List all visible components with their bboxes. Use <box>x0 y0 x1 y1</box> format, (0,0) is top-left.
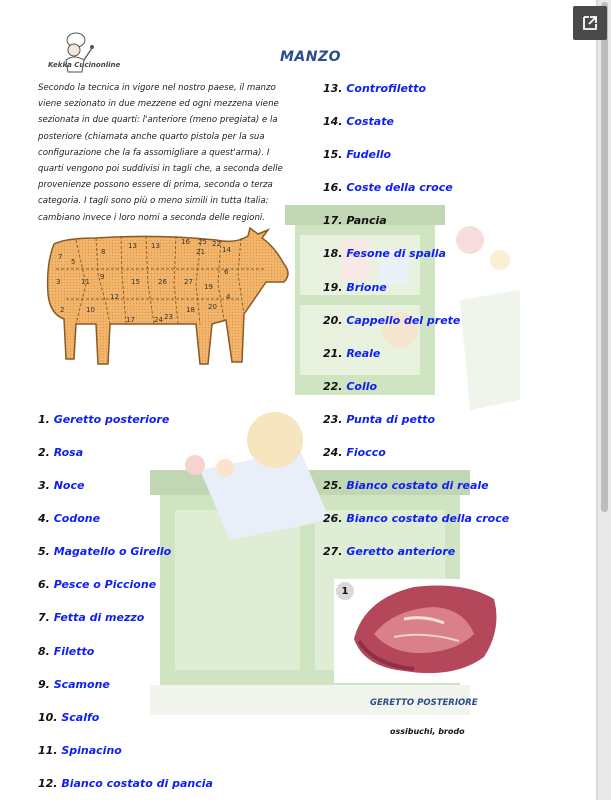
region-label: 24 <box>154 316 163 324</box>
cut-item[interactable]: 19. Brione <box>323 281 387 294</box>
region-label: 18 <box>186 306 195 314</box>
cut-item[interactable]: 9. Scamone <box>38 678 110 691</box>
cut-item[interactable]: 15. Fudello <box>323 148 392 161</box>
region-label: 25 <box>198 238 207 246</box>
cut-item[interactable]: 3. Noce <box>38 479 85 492</box>
region-label: 23 <box>164 313 173 321</box>
region-label: 17 <box>126 316 135 324</box>
region-label: 4 <box>226 293 231 301</box>
cut-item[interactable]: 26. Bianco costato della croce <box>323 512 510 525</box>
open-in-new-icon <box>581 14 599 32</box>
photo-usage-note: ossibuchi, brodo <box>390 727 465 736</box>
cut-item[interactable]: 25. Bianco costato di reale <box>323 479 489 492</box>
region-label: 14 <box>222 246 231 254</box>
cut-item[interactable]: 16. Coste della croce <box>323 181 453 194</box>
cut-item[interactable]: 5. Magatello o Girello <box>38 545 172 558</box>
cut-item[interactable]: 14. Costate <box>323 115 394 128</box>
intro-paragraph: Secondo la tecnica in vigore nel nostro paese, il manzo viene sezionato in due mezzene ed ogni mezzena viene sezionata in due quarti: l'anteriore (meno pregiata) e la posteriore (chiamata anche quarto pistola per la sua configurazione che la fa assomigliare a quest'arma). I quarti vengono poi suddivisi in tagli che, a seconda delle provenienze possono essere di prima, seconda o terza categoria. I tagli sono più o meno simili in tutta Italia: cambiano invece i loro nomi a seconda delle regioni. <box>38 83 283 223</box>
region-label: 9 <box>100 273 105 281</box>
region-label: 11 <box>81 278 90 286</box>
geretto-posteriore-photo <box>334 579 504 683</box>
cut-item[interactable]: 6. Pesce o Piccione <box>38 578 157 591</box>
cut-item[interactable]: 23. Punta di petto <box>323 413 436 426</box>
region-label: 12 <box>110 293 119 301</box>
cut-item[interactable]: 4. Codone <box>38 512 101 525</box>
region-label: 8 <box>101 248 106 256</box>
region-label: 16 <box>181 238 190 246</box>
region-label: 6 <box>224 268 229 276</box>
cut-item[interactable]: 1. Geretto posteriore <box>38 413 170 426</box>
region-label: 7 <box>58 253 63 261</box>
region-label: 19 <box>204 283 213 291</box>
cut-item[interactable]: 12. Bianco costato di pancia <box>38 777 213 790</box>
region-label: 20 <box>208 303 217 311</box>
popout-button[interactable] <box>573 6 607 40</box>
cut-item[interactable]: 27. Geretto anteriore <box>323 545 456 558</box>
cut-item[interactable]: 7. Fetta di mezzo <box>38 611 145 624</box>
region-label: 27 <box>184 278 193 286</box>
region-label: 26 <box>158 278 167 286</box>
cow-silhouette <box>48 228 288 364</box>
cut-item[interactable]: 24. Fiocco <box>323 446 386 459</box>
region-label: 10 <box>86 306 95 314</box>
cut-item[interactable]: 8. Filetto <box>38 645 95 658</box>
cut-item[interactable]: 10. Scalfo <box>38 711 100 724</box>
cut-item[interactable]: 22. Collo <box>323 380 378 393</box>
logo-caption: Kekka Cucinonline <box>48 61 121 69</box>
chef-logo <box>44 26 108 78</box>
scrollbar-thumb[interactable] <box>601 2 608 512</box>
page-title: MANZO <box>280 49 342 65</box>
photo-number-badge: 1 <box>336 582 354 600</box>
cut-item[interactable]: 20. Cappello del prete <box>323 314 461 327</box>
photo-caption: GERETTO POSTERIORE <box>370 698 478 708</box>
cut-item[interactable]: 21. Reale <box>323 347 381 360</box>
cut-item[interactable]: 18. Fesone di spalla <box>323 247 446 260</box>
region-label: 21 <box>196 248 205 256</box>
cut-item[interactable]: 2. Rosa <box>38 446 84 459</box>
cut-item[interactable]: 11. Spinacino <box>38 744 122 757</box>
region-label: 5 <box>71 258 76 266</box>
vertical-scrollbar[interactable] <box>598 0 611 800</box>
region-label: 13 <box>128 242 137 250</box>
region-label: 13 <box>151 242 160 250</box>
cut-item: 17. Pancia <box>323 214 387 227</box>
cut-item[interactable]: 13. Controfiletto <box>323 82 427 95</box>
region-label: 2 <box>60 306 65 314</box>
region-label: 3 <box>56 278 61 286</box>
region-label: 22 <box>212 240 221 248</box>
region-label: 15 <box>131 278 140 286</box>
beef-cuts-diagram <box>36 224 292 374</box>
